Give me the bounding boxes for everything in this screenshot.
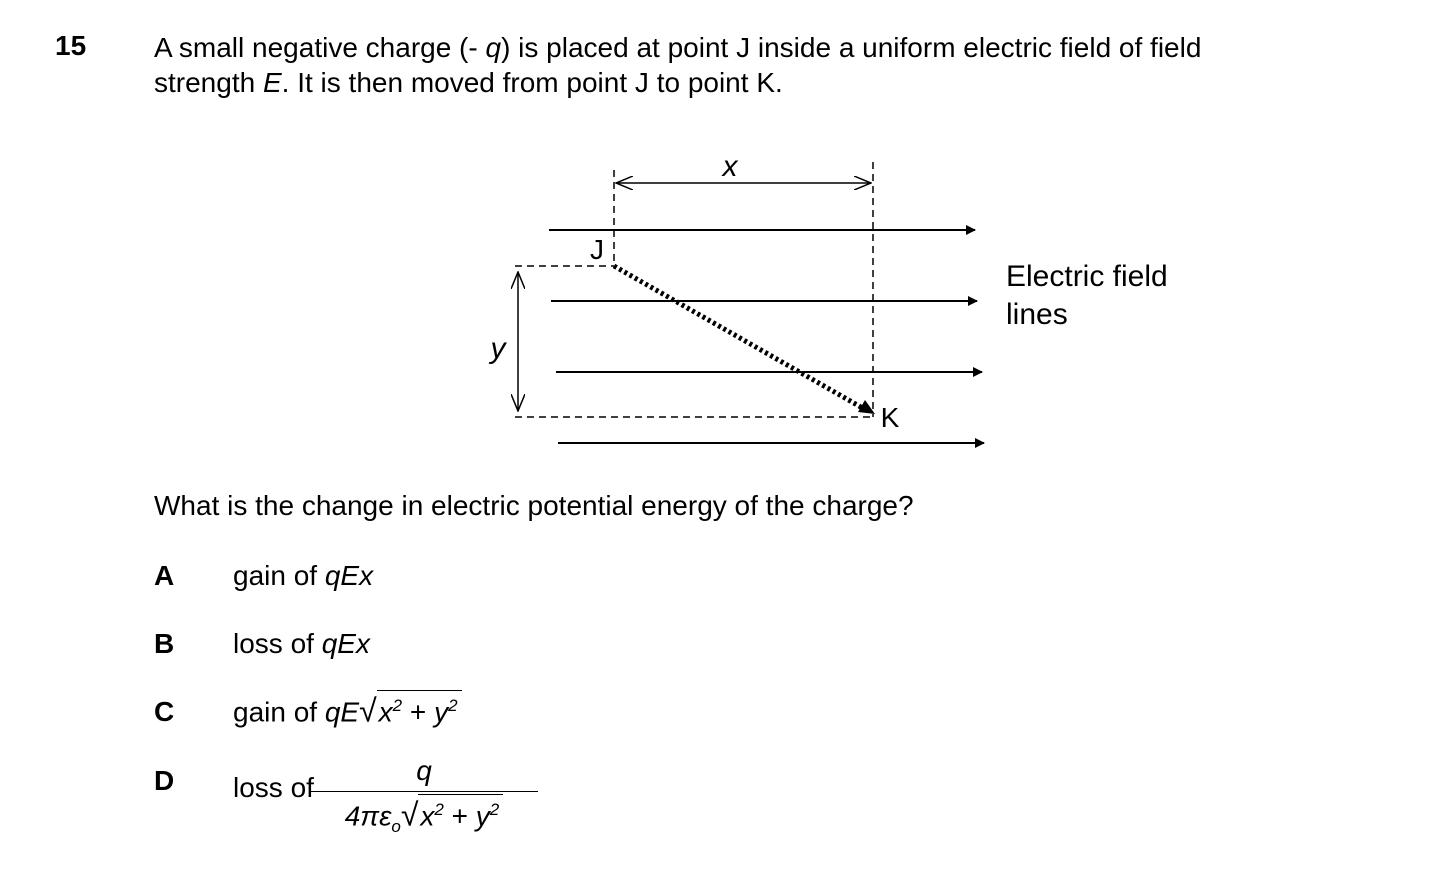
label-y: y: [490, 332, 506, 365]
label-x: x: [722, 150, 738, 183]
option-c-letter[interactable]: C: [154, 696, 175, 727]
option-d-letter[interactable]: D: [154, 765, 175, 796]
fraction-denominator: $4\pi\varepsilon_o√x^2 + y^2$: [308, 792, 540, 837]
field-label-line2: lines: [1006, 298, 1068, 331]
option-c-text[interactable]: gain of $qE√x^2 + y^2$: [233, 690, 462, 729]
sqrt-icon: $√x^2 + y^2$: [359, 690, 461, 729]
option-d-fraction[interactable]: [308, 755, 540, 837]
question-stem: A small negative charge (- q) is placed at point J inside a uniform electric field of field strength E. It is then moved from point J to point K.: [154, 32, 1202, 98]
fraction-numerator: q: [416, 755, 432, 786]
option-b-letter[interactable]: B: [154, 628, 175, 659]
sqrt-icon: $√x^2 + y^2$: [401, 794, 503, 833]
question-prompt: What is the change in electric potential energy of the charge?: [154, 490, 914, 521]
path-j-to-k: [614, 266, 866, 410]
question-number: 15: [55, 30, 87, 61]
option-b-text[interactable]: loss of qEx: [233, 628, 370, 659]
option-d-text[interactable]: loss of: [233, 772, 314, 803]
label-k: K: [880, 402, 900, 433]
field-label-line1: Electric field: [1006, 260, 1168, 293]
option-a-letter[interactable]: A: [154, 560, 175, 591]
option-a-text[interactable]: gain of qEx: [233, 560, 374, 591]
label-j: J: [590, 234, 604, 265]
